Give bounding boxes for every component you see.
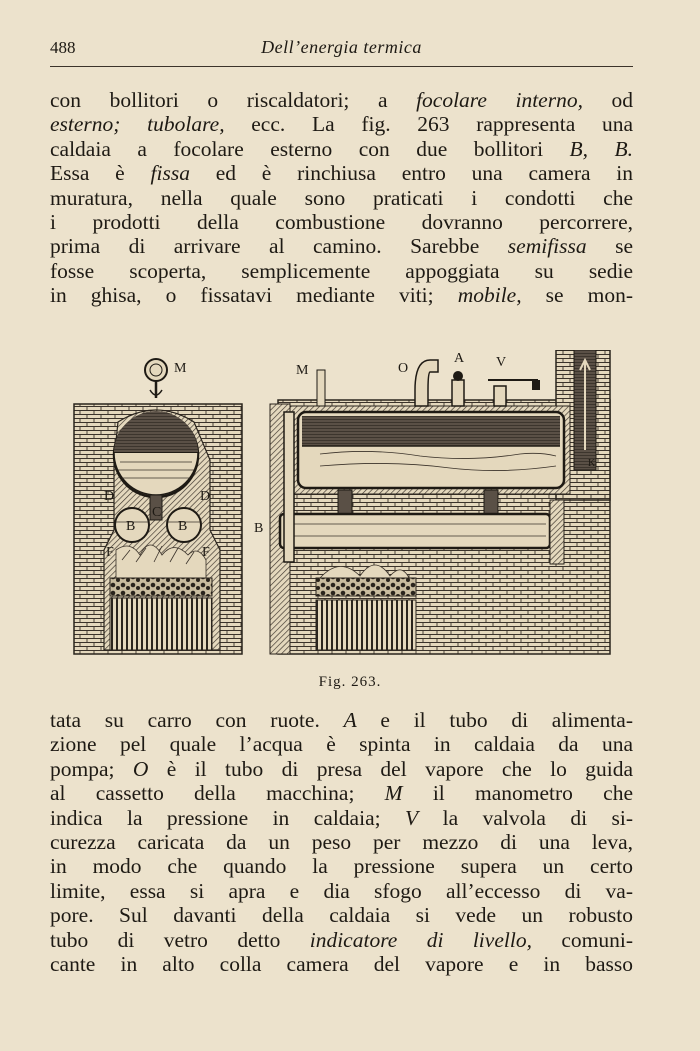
text-line xyxy=(50,903,633,927)
label-K: K xyxy=(588,458,596,469)
text-segment: in modo che quando la pressione supera un certo xyxy=(50,854,633,879)
text-segment: fosse scoperta, semplicemente appoggiata su sedie xyxy=(50,258,633,283)
text-line xyxy=(50,806,633,830)
text-line xyxy=(50,854,633,878)
italic-term: focolare interno, xyxy=(416,88,583,112)
italic-term: indicatore di livello, xyxy=(309,927,532,952)
label-M-right: M xyxy=(296,363,309,378)
text-line xyxy=(50,161,633,185)
text-segment: i prodotti della combustione dovranno percorrere, xyxy=(50,209,633,234)
page-number: 488 xyxy=(50,38,76,57)
label-M-left: M xyxy=(174,361,187,376)
text-segment: ecc. La fig. 263 rappresenta una xyxy=(224,112,634,137)
label-F-left: F xyxy=(106,545,114,560)
italic-term: O xyxy=(132,756,149,781)
figure-caption: Fig. 263. xyxy=(318,674,382,690)
side-view xyxy=(270,350,610,654)
italic-term: A xyxy=(343,708,357,732)
italic-term: mobile, xyxy=(457,283,522,308)
text-line xyxy=(50,137,633,161)
text-line xyxy=(50,732,633,756)
text-line xyxy=(50,88,633,112)
text-segment: od xyxy=(582,88,634,112)
italic-term: M xyxy=(384,781,403,806)
text-line xyxy=(50,708,633,732)
text-segment: con bollitori o riscaldatori; a xyxy=(50,88,417,112)
header-rule xyxy=(50,66,633,67)
label-F-right: F xyxy=(202,545,210,560)
running-title: Dell’energia termica xyxy=(261,37,422,57)
text-segment: se mon- xyxy=(521,283,634,308)
text-segment: cante in alto colla camera del vapore e in basso xyxy=(50,951,633,976)
text-segment: curezza caricata da un peso per mezzo di una leva, xyxy=(50,829,633,854)
text-segment: tata su carro con ruote. xyxy=(50,708,344,732)
label-A: A xyxy=(454,351,465,366)
text-segment: muratura, nella quale sono praticati i condotti che xyxy=(50,185,633,210)
text-segment: comuni- xyxy=(531,927,634,952)
label-B-right: B xyxy=(178,519,188,534)
label-D-left: D xyxy=(104,489,115,504)
text-segment: ed è rinchiusa entro una camera in xyxy=(189,161,634,186)
text-line xyxy=(50,259,633,283)
text-segment: se xyxy=(586,234,633,259)
text-segment: al cassetto della macchina; xyxy=(50,781,385,806)
text-line xyxy=(50,830,633,854)
text-segment: in ghisa, o fissatavi mediante viti; xyxy=(50,283,458,308)
label-V: V xyxy=(496,355,507,370)
text-segment: pompa; xyxy=(50,756,133,781)
label-B-left: B xyxy=(126,519,136,534)
text-line xyxy=(50,928,633,952)
text-line xyxy=(50,112,633,136)
paragraph-bottom xyxy=(50,708,633,976)
italic-term: semifissa xyxy=(507,234,587,259)
text-line xyxy=(50,757,633,781)
text-segment: zione pel quale l’acqua è spinta in caldaia da una xyxy=(50,732,633,757)
label-B-side: B xyxy=(254,521,264,536)
label-D-right: D xyxy=(200,489,211,504)
italic-term: V xyxy=(405,805,419,830)
text-segment: Essa è xyxy=(50,161,151,186)
text-line xyxy=(50,210,633,234)
boiler-figure xyxy=(70,350,615,660)
text-line xyxy=(50,234,633,258)
text-segment: caldaia a focolare esterno con due bollitori xyxy=(50,136,570,161)
text-segment: è il tubo di presa del vapore che lo guida xyxy=(148,756,633,781)
text-line xyxy=(50,283,633,307)
text-segment: prima di arrivare al camino. Sarebbe xyxy=(50,234,508,259)
paragraph-top xyxy=(50,88,633,308)
text-segment: il manometro che xyxy=(402,781,633,806)
italic-term: esterno; tubolare, xyxy=(50,112,225,137)
text-line xyxy=(50,186,633,210)
text-line xyxy=(50,952,633,976)
text-segment: indica la pressione in caldaia; xyxy=(50,805,406,830)
label-C: C xyxy=(152,505,162,520)
text-line xyxy=(50,879,633,903)
text-segment: pore. Sul davanti della caldaia si vede un robusto xyxy=(50,903,633,928)
text-segment: e il tubo di alimenta- xyxy=(356,708,633,732)
italic-term: fissa xyxy=(150,161,190,186)
label-O: O xyxy=(398,361,409,376)
text-segment: tubo di vetro detto xyxy=(50,927,310,952)
text-segment: la valvola di si- xyxy=(418,805,633,830)
text-line xyxy=(50,781,633,805)
italic-term: B, B. xyxy=(569,136,633,161)
text-segment: limite, essa si apra e dia sfogo all’eccesso di va- xyxy=(50,878,633,903)
page-header xyxy=(50,34,633,64)
